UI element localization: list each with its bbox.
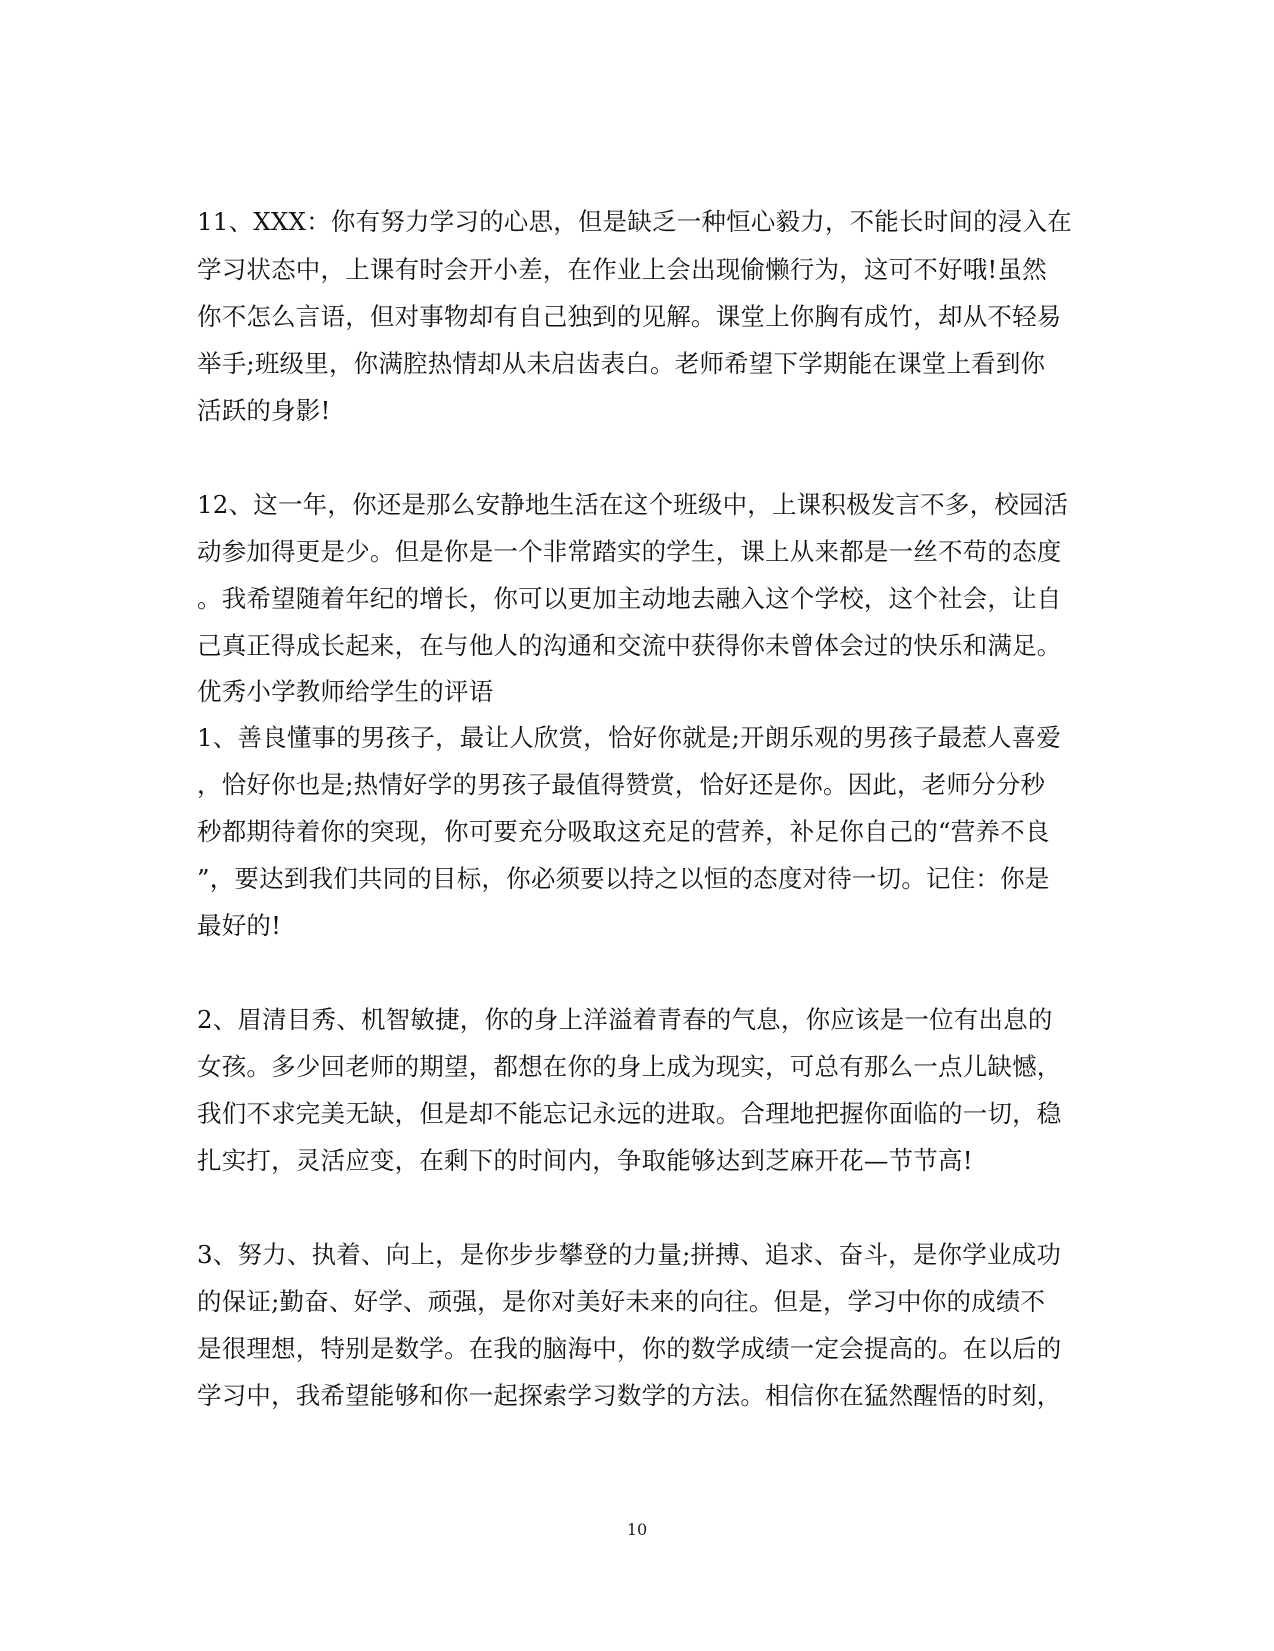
text-line: 是很理想，特别是数学。在我的脑海中，你的数学成绩一定会提高的。在以后的 [197, 1334, 1062, 1363]
text-line: 12、这一年，你还是那么安静地生活在这个班级中，上课积极发言不多，校园活 [197, 490, 1069, 519]
section-heading: 优秀小学教师给学生的评语 [197, 677, 494, 706]
text-line: 3、努力、执着、向上，是你步步攀登的力量;拼搏、追求、奋斗，是你学业成功 [197, 1240, 1062, 1269]
text-line: ，恰好你也是;热情好学的男孩子最值得赞赏，恰好还是你。因此，老师分分秒 [197, 770, 1046, 799]
text-line: 。我希望随着年纪的增长，你可以更加主动地去融入这个学校，这个社会，让自 [197, 584, 1062, 613]
text-line: 己真正得成长起来，在与他人的沟通和交流中获得你未曾体会过的快乐和满足。 [197, 631, 1062, 660]
text-line: 的保证;勤奋、好学、顽强，是你对美好未来的向往。但是，学习中你的成绩不 [197, 1287, 1046, 1316]
text-line: 你不怎么言语，但对事物却有自己独到的见解。课堂上你胸有成竹，却从不轻易 [197, 302, 1062, 331]
text-line: 最好的! [197, 911, 282, 940]
text-line: 举手;班级里，你满腔热情却从未启齿表白。老师希望下学期能在课堂上看到你 [197, 349, 1046, 378]
text-line: 动参加得更是少。但是你是一个非常踏实的学生，课上从来都是一丝不苟的态度 [197, 537, 1062, 566]
text-line: 学习中，我希望能够和你一起探索学习数学的方法。相信你在猛然醒悟的时刻， [197, 1381, 1062, 1410]
text-line: 秒都期待着你的突现，你可要充分吸取这充足的营养，补足你自己的“营养不良 [197, 817, 1050, 846]
page-number: 10 [626, 1520, 648, 1539]
text-line: 11、XXX：你有努力学习的心思，但是缺乏一种恒心毅力，不能长时间的浸入在 [197, 207, 1072, 236]
text-line: ”，要达到我们共同的目标，你必须要以持之以恒的态度对待一切。记住：你是 [197, 864, 1050, 893]
text-line: 学习状态中，上课有时会开小差，在作业上会出现偷懒行为，这可不好哦!虽然 [197, 255, 1047, 284]
text-line: 2、眉清目秀、机智敏捷，你的身上洋溢着青春的气息，你应该是一位有出息的 [197, 1005, 1053, 1034]
text-line: 扎实打，灵活应变，在剩下的时间内，争取能够达到芝麻开花—节节高! [197, 1146, 973, 1175]
text-line: 我们不求完美无缺，但是却不能忘记永远的进取。合理地把握你面临的一切，稳 [197, 1099, 1062, 1128]
text-line: 活跃的身影! [197, 396, 331, 425]
text-line: 女孩。多少回老师的期望，都想在你的身上成为现实，可总有那么一点儿缺憾， [197, 1052, 1062, 1081]
text-line: 1、善良懂事的男孩子，最让人欣赏，恰好你就是;开朗乐观的男孩子最惹人喜爱 [197, 723, 1062, 752]
